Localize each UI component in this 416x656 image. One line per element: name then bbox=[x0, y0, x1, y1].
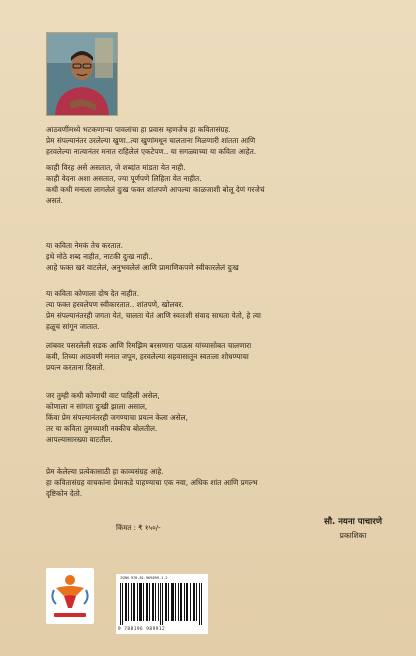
text-line: हळूच सांगून जातात. bbox=[46, 322, 100, 331]
barcode-digits: 9 788196 989912 bbox=[118, 627, 166, 632]
text-line: आपल्यासारख्या वाटतील. bbox=[46, 435, 113, 444]
text-line: असतं. bbox=[46, 196, 63, 205]
paragraph-closing bbox=[46, 466, 384, 499]
text-line: त्या फक्त हरवलेपण स्वीकारतात.. शांतपणे, खोलवर. bbox=[46, 300, 184, 309]
publisher-role: प्रकाशिका bbox=[339, 531, 367, 540]
text-line: प्रयत्न करताना दिसतो. bbox=[46, 363, 105, 372]
text-line: जर तुम्ही कधी कोणाची वाट पाहिली असेल, bbox=[46, 391, 160, 400]
text-line: काही वेदना अशा असतात, ज्या पूर्णपणे लिहिता येत नाहीत. bbox=[46, 174, 202, 183]
publisher-name: सौ. नयना पाचारणे bbox=[324, 517, 382, 527]
text-line: तर या कविता तुमच्याशी नक्कीच बोलतील. bbox=[46, 424, 158, 433]
paragraph-what-poems-do bbox=[46, 240, 384, 273]
text-line: हा कवितासंग्रह वाचकांना प्रेमाकडे पाहण्याचा एक नवा, अधिक शांत आणि प्रगल्भ bbox=[46, 478, 258, 487]
paragraph-no-blame bbox=[46, 288, 384, 332]
text-line: कधी कधी मनाला लागलेलं दुःख फक्त शांतपणे आपल्या काळजाशी बोलू देणं गरजेचं bbox=[46, 185, 265, 194]
text-line: आठवणींमध्ये भटकणाऱ्या पावलांचा हा प्रवास म्हणजेच हा कवितासंग्रह. bbox=[46, 125, 231, 134]
text-line: हरवलेल्या नात्यानंतर मनात राहिलेलं एकटेपण.. या सगळ्याच्या या कविता आहेत. bbox=[46, 147, 257, 156]
author-photo bbox=[46, 32, 118, 116]
text-line: कोणाला न सांगता दुःखी झाला असाल, bbox=[46, 402, 148, 411]
paragraph-separation bbox=[46, 162, 384, 206]
isbn-label: ISBN 978-81-969899-1-2 bbox=[120, 576, 168, 580]
publisher-signature bbox=[324, 516, 382, 541]
text-line: दृष्टिकोन देतो. bbox=[46, 489, 83, 498]
text-line: प्रेम केलेल्या प्रत्येकासाठी हा काव्यसंग्रह आहे. bbox=[46, 467, 164, 476]
barcode-bars-icon bbox=[120, 583, 204, 625]
text-line: या कविता कोणाला दोष देत नाहीत. bbox=[46, 289, 140, 298]
text-line: कवी, तिच्या आठवणी मनात जपून, हरवलेल्या सहवासातून स्वतःला शोधण्याचा bbox=[46, 352, 249, 361]
publisher-logo-icon bbox=[46, 568, 94, 624]
paragraph-reader-address bbox=[46, 390, 384, 445]
text-line: या कविता नेमकं तेच करतात. bbox=[46, 241, 123, 250]
paragraph-intro bbox=[46, 124, 384, 157]
text-line: किंवा प्रेम संपल्यानंतरही जगण्याचा प्रयत्न केला असेल, bbox=[46, 413, 188, 422]
paragraph-poet-journey bbox=[46, 340, 384, 373]
text-line: प्रेम संपल्यानंतरही जगता येतं, चालता येतं आणि स्वतःशी संवाद साधता येतो, हे त्या bbox=[46, 311, 261, 320]
text-line: काही विरह असे असतात, जे शब्दांत मांडता येत नाही. bbox=[46, 163, 186, 172]
price-label: किंमत : ₹ १५०/- bbox=[116, 524, 161, 532]
author-portrait-icon bbox=[47, 33, 117, 115]
text-line: आहे फक्त खरं वाटलेलं, अनुभवलेलं आणि प्रामाणिकपणे स्वीकारलेलं दुःख bbox=[46, 263, 239, 272]
text-line: इथे मोठे शब्द नाहीत, नाटकी दुःख नाही.. bbox=[46, 252, 153, 261]
isbn-barcode bbox=[116, 574, 208, 634]
text-line: प्रेम संपल्यानंतर उरलेल्या खुणा..त्या खुणांमधून चालताना मिळणारी शांतता आणि bbox=[46, 136, 256, 145]
text-line: लांबवर पसरलेली सडक आणि रिमझिम बरसणारा पाऊस यांच्यासोबत चालणारा bbox=[46, 341, 252, 350]
